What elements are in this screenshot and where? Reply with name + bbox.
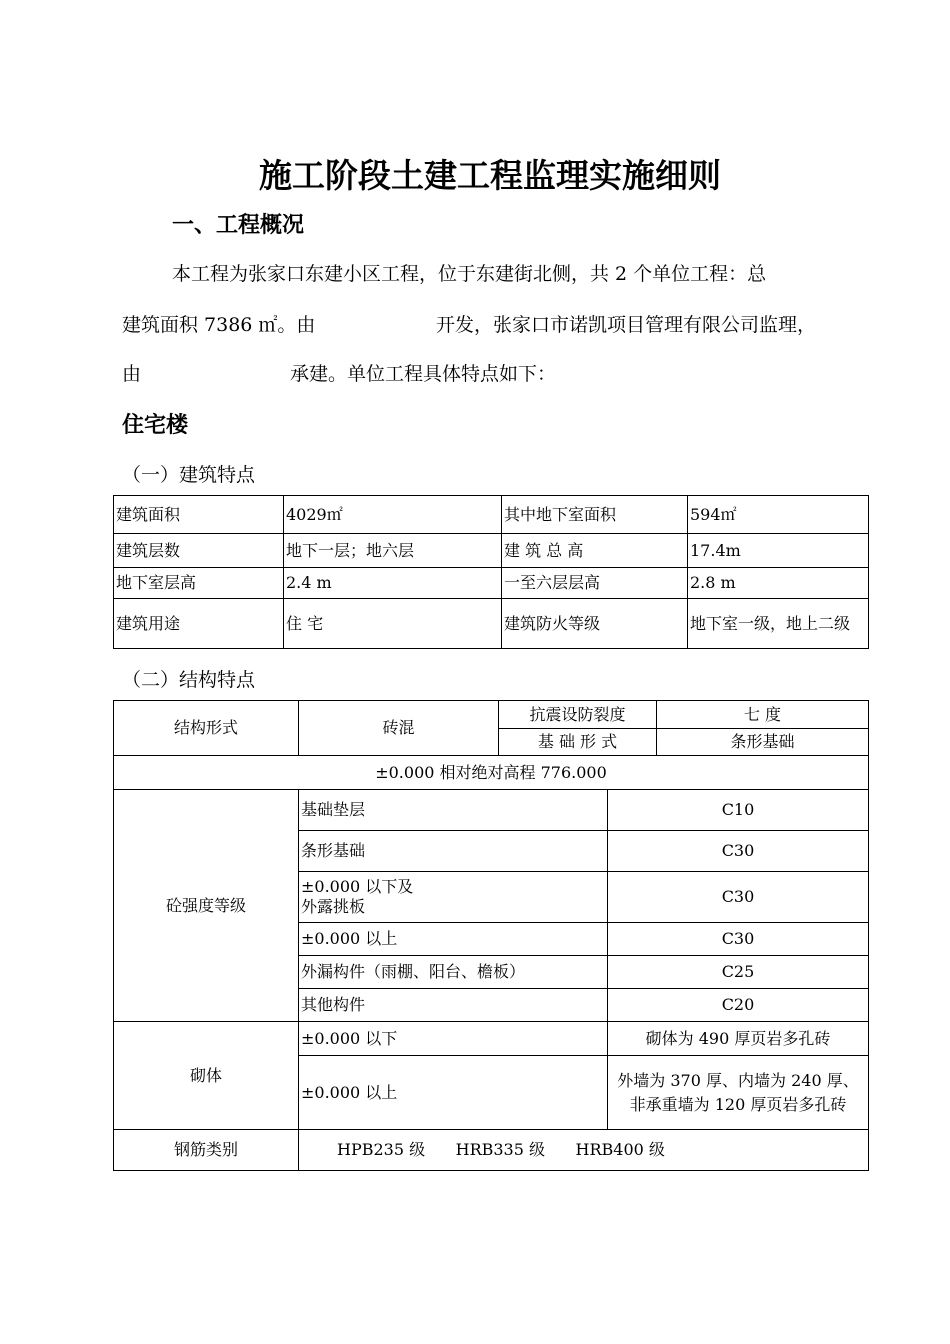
table-cell: 地下室一级，地上二级 xyxy=(688,599,869,649)
concrete-grade: C25 xyxy=(608,956,869,989)
table-cell: 建筑层数 xyxy=(114,534,284,568)
concrete-grade: C30 xyxy=(608,923,869,956)
concrete-item: ±0.000 以下及 外露挑板 xyxy=(299,872,608,923)
struct-features-heading: （二）结构特点 xyxy=(122,669,256,691)
concrete-item: 其他构件 xyxy=(299,989,608,1022)
table-row xyxy=(114,568,869,599)
struct-form-table xyxy=(113,700,869,790)
masonry-label: 砌体 xyxy=(114,1022,299,1130)
struct-form-value: 砖混 xyxy=(299,701,499,756)
seismic-label: 抗震设防裂度 xyxy=(499,701,657,729)
table-cell: 2.8 m xyxy=(688,568,869,599)
arch-features-heading: （一）建筑特点 xyxy=(122,464,256,486)
table-cell: 一至六层层高 xyxy=(502,568,688,599)
concrete-grade-label: 砼强度等级 xyxy=(114,790,299,1022)
concrete-item: 条形基础 xyxy=(299,831,608,872)
concrete-grade: C30 xyxy=(608,872,869,923)
table-cell: 地下室层高 xyxy=(114,568,284,599)
document-title: 施工阶段土建工程监理实施细则 xyxy=(259,156,721,195)
table-cell: 其中地下室面积 xyxy=(502,496,688,534)
struct-form-label: 结构形式 xyxy=(114,701,299,756)
building-heading: 住宅楼 xyxy=(122,413,189,438)
table-cell: 建筑用途 xyxy=(114,599,284,649)
overview-line-3b: 承建。单位工程具体特点如下： xyxy=(290,363,557,385)
table-cell: 594㎡ xyxy=(688,496,869,534)
seismic-value: 七 度 xyxy=(657,701,869,729)
overview-line-1: 本工程为张家口东建小区工程，位于东建街北侧，共 2 个单位工程：总 xyxy=(172,263,767,285)
arch-features-table xyxy=(113,495,869,649)
overview-line-3a: 由 xyxy=(122,363,142,385)
table-row xyxy=(114,790,869,831)
struct-material-table xyxy=(113,789,869,1171)
concrete-item: 外漏构件（雨棚、阳台、檐板） xyxy=(299,956,608,989)
table-row xyxy=(114,534,869,568)
overview-line-2a: 建筑面积 7386 ㎡。由 xyxy=(122,314,316,336)
table-row xyxy=(114,756,869,790)
foundation-label: 基 础 形 式 xyxy=(499,729,657,756)
masonry-spec: 外墙为 370 厚、内墙为 240 厚、非承重墙为 120 厚页岩多孔砖 xyxy=(608,1056,869,1130)
table-cell: 2.4 m xyxy=(284,568,502,599)
table-row xyxy=(114,701,869,729)
table-cell: 地下一层；地六层 xyxy=(284,534,502,568)
concrete-grade: C20 xyxy=(608,989,869,1022)
masonry-item: ±0.000 以上 xyxy=(299,1056,608,1130)
table-cell: 建筑防火等级 xyxy=(502,599,688,649)
table-cell: 住 宅 xyxy=(284,599,502,649)
concrete-grade: C30 xyxy=(608,831,869,872)
rebar-value: HPB235 级 HRB335 级 HRB400 级 xyxy=(299,1130,869,1171)
table-row xyxy=(114,496,869,534)
rebar-label: 钢筋类别 xyxy=(114,1130,299,1171)
table-cell: 17.4m xyxy=(688,534,869,568)
foundation-value: 条形基础 xyxy=(657,729,869,756)
masonry-item: ±0.000 以下 xyxy=(299,1022,608,1056)
table-cell: 建筑面积 xyxy=(114,496,284,534)
table-cell: 建 筑 总 高 xyxy=(502,534,688,568)
concrete-grade: C10 xyxy=(608,790,869,831)
table-row xyxy=(114,599,869,649)
concrete-item: ±0.000 以上 xyxy=(299,923,608,956)
section-heading-overview: 一、工程概况 xyxy=(172,213,305,238)
table-cell: 4029㎡ xyxy=(284,496,502,534)
masonry-spec: 砌体为 490 厚页岩多孔砖 xyxy=(608,1022,869,1056)
concrete-item: 基础垫层 xyxy=(299,790,608,831)
elevation-note: ±0.000 相对绝对高程 776.000 xyxy=(114,756,869,790)
table-row xyxy=(114,1022,869,1056)
overview-line-2b: 开发，张家口市诺凯项目管理有限公司监理， xyxy=(436,314,817,336)
table-row xyxy=(114,1130,869,1171)
